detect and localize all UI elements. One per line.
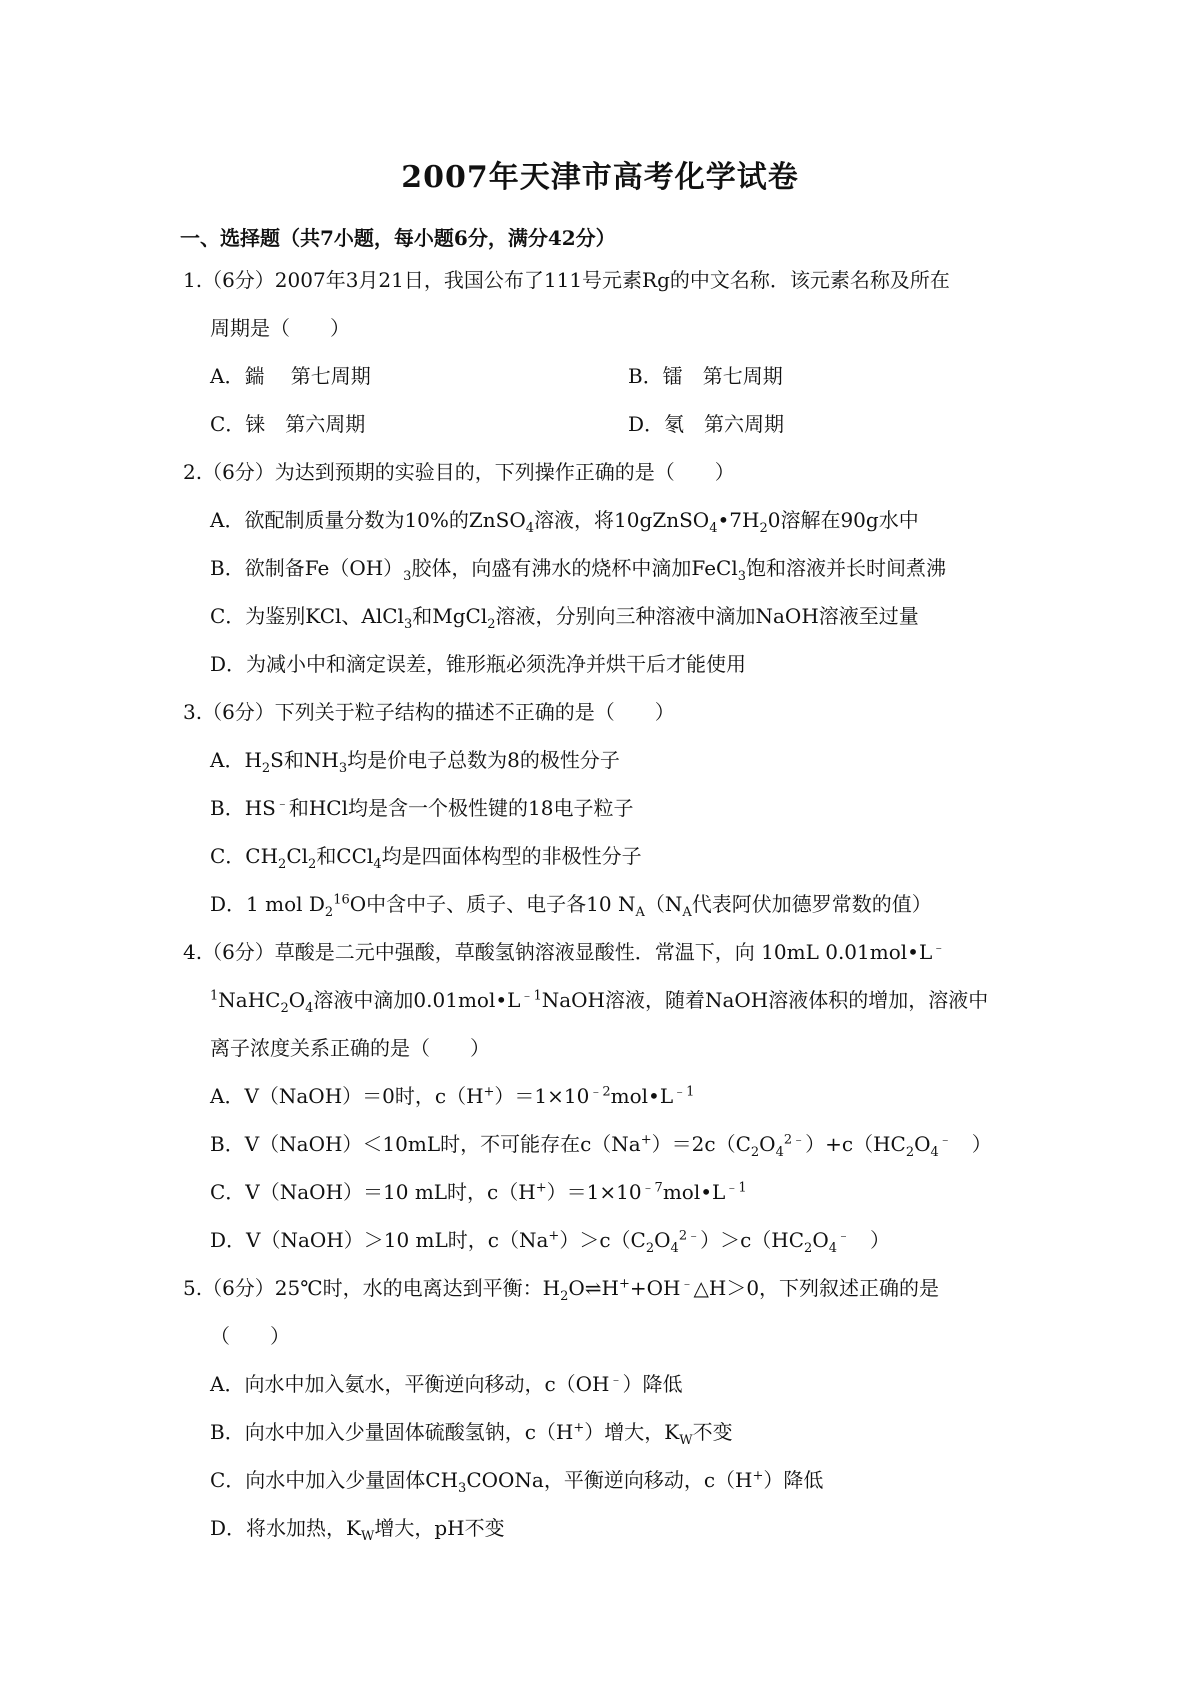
question-5-stem: 5.（6分）25℃时，水的电离达到平衡：$H_2O\rightleftharpoons H^++OH^﹣\triangle H>0$，下列叙述正确的是	[183, 1276, 940, 1304]
question-3-option-b: B．HS﹣和HCl均是含一个极性键的18电子粒子	[210, 796, 634, 820]
question-5-option-d: D．将水加热，$K_W$增大，pH不变	[210, 1516, 505, 1544]
question-1-stem: 1.（6分）2007年3月21日，我国公布了111号元素Rg的中文名称．该元素名称及所在	[183, 268, 950, 292]
question-3-option-a: A．$H_2S$和$NH_3$均是价电子总数为8的极性分子	[210, 748, 620, 776]
question-4-stem-cont: $^1NaHC_2O_4$溶液中滴加$0.01mol•L^{﹣1}NaOH$溶液，随着NaOH溶液体积的增加，溶液中	[210, 988, 989, 1016]
question-4-option-c: C．V（NaOH）＝10 mL时，$c(H^+)=1\times 10^{﹣7}mol•L^{﹣1}$	[210, 1180, 747, 1204]
question-4-option-d: D．V（NaOH）＞10 mL时，$c(Na^+)>c(C_2O_4^{2﹣})>c(HC_2O_4^﹣$ ）	[210, 1228, 891, 1256]
question-1-stem-cont: 周期是（ ）	[210, 316, 350, 340]
question-5-stem-cont: （ ）	[210, 1324, 290, 1348]
question-4-option-b: B．V（NaOH）＜10mL时，不可能存在$c(Na^+)=2c(C_2O_4^{2﹣})+c(HC_2O_4^﹣$ ）	[210, 1132, 992, 1160]
question-4-stem-cont-2: 离子浓度关系正确的是（ ）	[210, 1036, 490, 1060]
question-1-option-b: B．镭 第七周期	[628, 364, 783, 388]
question-1-option-a: A．鍴 第七周期	[210, 364, 371, 388]
question-1-option-d: D．氡 第六周期	[628, 412, 785, 436]
question-4-option-a: A．V（NaOH）＝0时，$c(H^+)=1\times 10^{﹣2}mol•L^{﹣1}$	[210, 1084, 695, 1108]
question-4-stem: 4.（6分）草酸是二元中强酸，草酸氢钠溶液显酸性．常温下，向 10mL 0.01mol•L﹣	[183, 940, 946, 964]
question-3-option-c: C．$CH_2Cl_2$和CCl$_4$均是四面体构型的非极性分子	[210, 844, 642, 872]
question-2-option-b: B．欲制备$Fe(OH)_3$胶体，向盛有沸水的烧杯中滴加FeCl$_3$饱和溶液并长时间煮沸	[210, 556, 947, 584]
question-3-stem: 3.（6分）下列关于粒子结构的描述不正确的是（ ）	[183, 700, 675, 724]
question-5-option-c: C．向水中加入少量固体$CH_3COONa$，平衡逆向移动，c（H+）降低	[210, 1468, 824, 1496]
question-2-option-a: A．欲配制质量分数为10%的ZnSO$_4$溶液，将$10gZnSO_4•7H_20$溶解在90g水中	[210, 508, 919, 536]
question-2-option-c: C．为鉴别KCl、AlCl$_3$和MgCl$_2$溶液，分别向三种溶液中滴加NaOH溶液至过量	[210, 604, 919, 632]
section-heading: 一、选择题（共7小题，每小题6分，满分42分）	[180, 226, 616, 250]
question-2-option-d: D．为减小中和滴定误差，锥形瓶必须洗净并烘干后才能使用	[210, 652, 747, 676]
exam-title: 2007年天津市高考化学试卷	[401, 160, 799, 195]
question-5-option-a: A．向水中加入氨水，平衡逆向移动，c（OH﹣）降低	[210, 1372, 683, 1396]
question-1-option-c: C．铼 第六周期	[210, 412, 366, 436]
question-5-option-b: B．向水中加入少量固体硫酸氢钠，c（H+）增大，$K_W$不变	[210, 1420, 733, 1448]
question-3-option-d: D．1 mol $D_2^{16}O$中含中子、质子、电子各10 $N_A(N_A$代表阿伏加德罗常数的值）	[210, 892, 932, 920]
question-2-stem: 2.（6分）为达到预期的实验目的，下列操作正确的是（ ）	[183, 460, 735, 484]
